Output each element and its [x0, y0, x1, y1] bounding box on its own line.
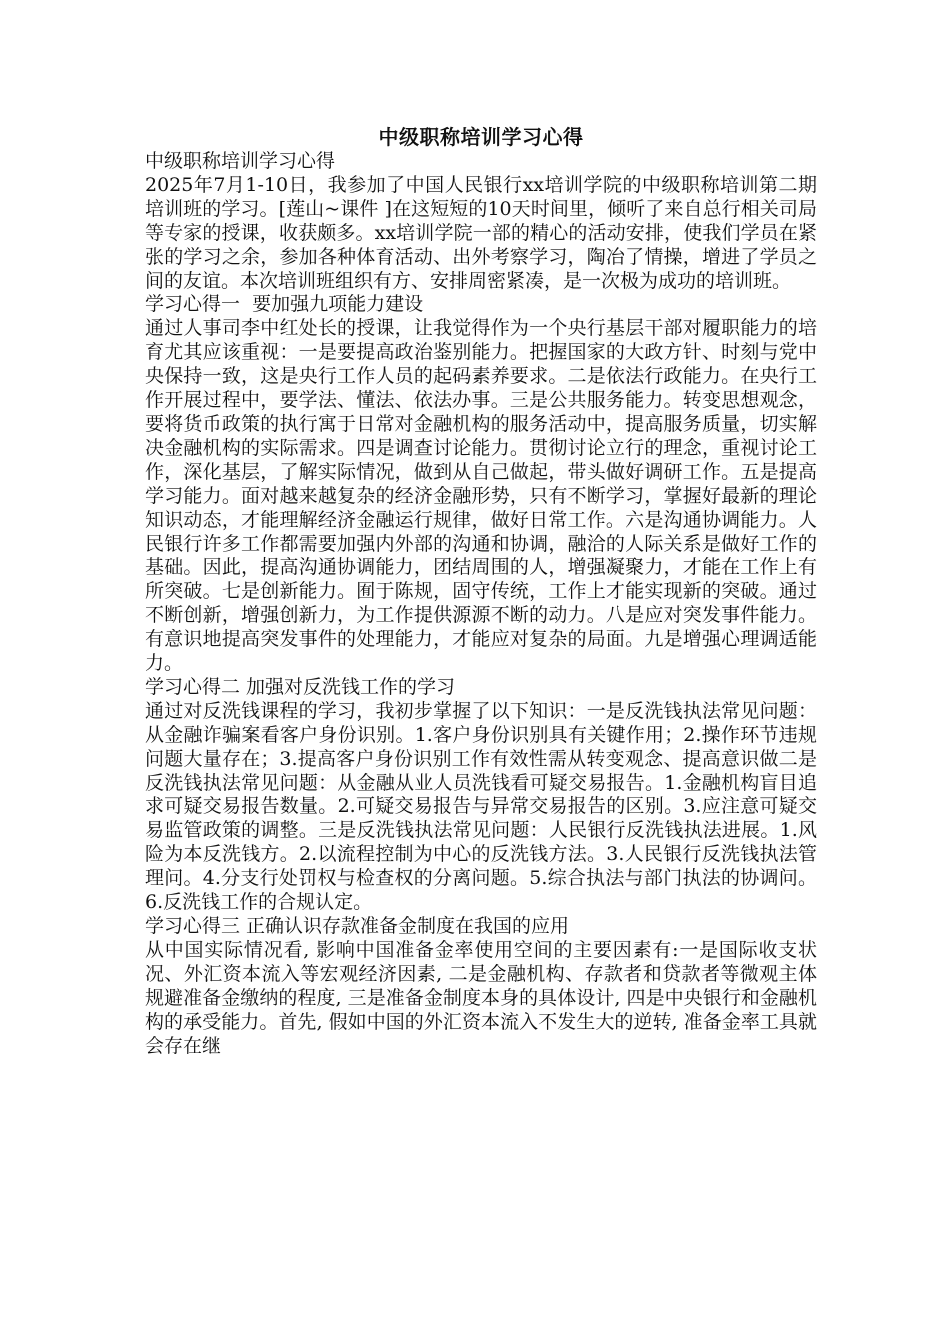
- section-3-heading: 学习心得三 正确认识存款准备金制度在我国的应用: [145, 915, 570, 937]
- section-2-heading: 学习心得二 加强对反洗钱工作的学习: [145, 675, 456, 698]
- section-2-body: 通过对反洗钱课程的学习，我初步掌握了以下知识：一是反洗钱执法常见问题：从金融诈骗案看客户身份识别。1.客户身份识别具有关键作用；2.操作环节违规问题大量存在；3.提高客户身份识别工作有效性需从转变观念、提高意识做二是反洗钱执法常见问题：从金融从业人员洗钱看可疑交易报告。1.金融机构盲目追求可疑交易报告数量。2.可疑交易报告与异常交易报告的区别。3.应注意可疑交易监管政策的调整。三是反洗钱执法常见问题：人民银行反洗钱执法进展。1.风险为本反洗钱方。2.以流程控制为中心的反洗钱方法。3.人民银行反洗钱执法管理问。4.分支行处罚权与检查权的分离问题。5.综合执法与部门执法的协调问。6.反洗钱工作的合规认定。: [145, 699, 817, 914]
- document-content: [145, 124, 817, 1058]
- intro-paragraph: 2025年7月1-10日，我参加了中国人民银行xx培训学院的中级职称培训第二期培训班的学习。[莲山~课件 ]在这短短的10天时间里，倾听了来自总行相关司局等专家的授课，收获颇多。xx培训学院一部的精心的活动安排，使我们学员在紧张的学习之余，参加各种体育活动、出外考察学习，陶冶了情操，增进了学员之间的友谊。本次培训班组织有方、安排周密紧凑，是一次极为成功的培训班。: [145, 173, 817, 292]
- section-1-body: 通过人事司李中红处长的授课，让我觉得作为一个央行基层干部对履职能力的培育尤其应该重视：一是要提高政治鉴别能力。把握国家的大政方针、时刻与党中央保持一致，这是央行工作人员的起码素养要求。二是依法行政能力。在央行工作开展过程中，要学法、懂法、依法办事。三是公共服务能力。转变思想观念，要将货币政策的执行寓于日常对金融机构的服务活动中，提高服务质量，切实解决金融机构的实际需求。四是调查讨论能力。贯彻讨论立行的理念，重视讨论工作，深化基层，了解实际情况，做到从自己做起，带头做好调研工作。五是提高学习能力。面对越来越复杂的经济金融形势，只有不断学习，掌握好最新的理论知识动态，才能理解经济金融运行规律，做好日常工作。六是沟通协调能力。人民银行许多工作都需要加强内外部的沟通和协调，融洽的人际关系是做好工作的基础。因此，提高沟通协调能力，团结周围的人，增强凝聚力，才能在工作上有所突破。七是创新能力。囿于陈规，固守传统，工作上才能实现新的突破。通过不断创新，增强创新力，为工作提供源源不断的动力。八是应对突发事件能力。有意识地提高突发事件的处理能力，才能应对复杂的局面。九是增强心理调适能力。: [145, 317, 817, 675]
- section-3-body: 从中国实际情况看, 影响中国准备金率使用空间的主要因素有:一是国际收支状况、外汇资本流入等宏观经济因素, 二是金融机构、存款者和贷款者等微观主体规避准备金缴纳的程度, 三是准备金制度本身的具体设计, 四是中央银行和金融机构的承受能力。首先, 假如中国的外汇资本流入不发生大的逆转, 准备金率工具就会存在继: [145, 938, 817, 1057]
- section-1-heading: 学习心得一 要加强九项能力建设: [145, 293, 424, 316]
- document-title: 中级职称培训学习心得: [378, 125, 584, 149]
- document-subtitle: 中级职称培训学习心得: [145, 150, 336, 172]
